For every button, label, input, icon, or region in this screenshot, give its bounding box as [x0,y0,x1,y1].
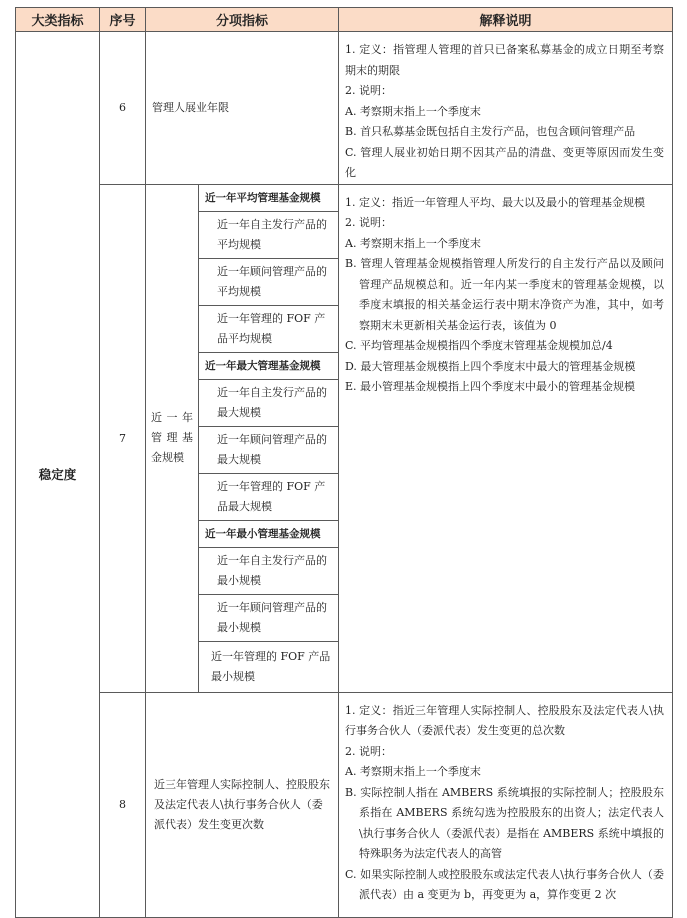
explanation-cell [339,692,673,917]
explanation-cell [339,32,673,185]
table-row [16,184,673,692]
group-label: 近一年管理基金规模 [146,185,199,692]
explanation-line: 1. 定义：指近一年管理人平均、最大以及最小的管理基金规模 [345,195,645,209]
explanation-line: D. 最大管理基金规模指上四个季度末中最大的管理基金规模 [345,359,636,373]
sub-item: 近一年管理的 FOF 产品最小规模 [211,649,331,683]
sub-item: 近一年顾问管理产品的最小规模 [199,594,339,641]
explanation-line: 1. 定义：指近三年管理人实际控制人、控股股东及法定代表人\执行事务合伙人（委派代表）发生变更的总次数 [345,703,664,737]
sub-item-heading: 近一年最大管理基金规模 [199,352,339,379]
header-sub-indicator: 分项指标 [146,8,339,32]
sub-item: 近一年管理的 FOF 产品最大规模 [199,473,339,520]
sub-item: 近一年管理的 FOF 产品平均规模 [199,305,339,352]
explanation-line: B. 管理人管理基金规模指管理人所发行的自主发行产品以及顾问管理产品规模总和。近一年内某一季度末的管理基金规模，以季度末填报的相关基金运行表中期末净资产为准，其中，如考察期末未更新相关基金运行表，该值为 0 [345,257,664,332]
table-row [16,32,673,185]
explanation-line: C. 管理人展业初始日期不因其产品的清盘、变更等原因而发生变化 [345,145,664,179]
header-category: 大类指标 [16,8,100,32]
header-seq: 序号 [100,8,146,32]
indicator-table [15,7,673,918]
sub-item: 近一年自主发行产品的平均规模 [199,211,339,258]
explanation-line: A. 考察期末指上一个季度末 [345,765,481,778]
category-cell: 稳定度 [16,32,100,918]
explanation-line: 2. 说明： [345,84,392,97]
sub-indicator-cell [146,184,339,692]
seq-cell: 7 [100,184,146,692]
explanation-line: B. 实际控制人指在 AMBERS 系统填报的实际控制人；控股股东系指在 AMBERS 系统勾选为控股股东的出资人；法定代表人\执行事务合伙人（委派代表）是指在 AMBERS 系统中填报的特殊职务为法定代表人的高管 [345,785,664,860]
explanation-line: E. 最小管理基金规模指上四个季度末中最小的管理基金规模 [345,380,636,393]
sub-indicator-group [146,185,338,692]
sub-item: 近一年自主发行产品的最小规模 [199,547,339,594]
seq-cell: 8 [100,692,146,917]
explanation-line: A. 考察期末指上一个季度末 [345,104,481,118]
explanation-line: 1. 定义：指管理人管理的首只已备案私募基金的成立日期至考察期末的期限 [345,43,664,77]
seq-cell: 6 [100,32,146,185]
explanation-line: C. 如果实际控制人或控股股东或法定代表人\执行事务合伙人（委派代表）由 a 变更为 b，再变更为 a，算作变更 2 次 [345,867,664,901]
sub-item: 近一年顾问管理产品的平均规模 [199,258,339,305]
table-header-row [16,8,673,32]
explanation-cell [339,184,673,692]
explanation-line: 2. 说明： [345,744,392,758]
explanation-line: A. 考察期末指上一个季度末 [345,236,481,250]
sub-indicator-cell: 近三年管理人实际控制人、控股股东及法定代表人\执行事务合伙人（委派代表）发生变更次数 [146,692,339,917]
explanation-line: C. 平均管理基金规模指四个季度末管理基金规模加总/4 [345,339,613,352]
sub-item-heading: 近一年平均管理基金规模 [199,185,339,212]
sub-indicator-cell: 管理人展业年限 [146,32,339,185]
table-row [16,692,673,917]
sub-item: 近一年自主发行产品的最大规模 [199,379,339,426]
sub-item-heading: 近一年最小管理基金规模 [199,520,339,547]
explanation-line: B. 首只私募基金既包括自主发行产品，也包含顾问管理产品 [345,125,636,138]
sub-item: 近一年顾问管理产品的最大规模 [199,426,339,473]
explanation-line: 2. 说明： [345,216,392,229]
header-explanation: 解释说明 [339,8,673,32]
